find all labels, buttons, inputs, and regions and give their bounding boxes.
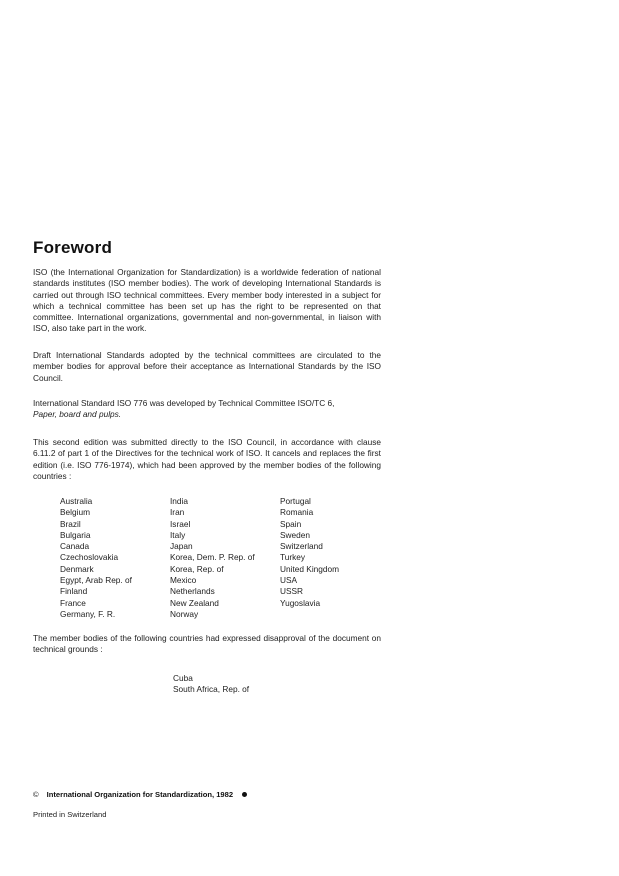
country-name: Mexico [170, 575, 197, 586]
country-name: Bulgaria [60, 529, 91, 540]
country-name: Australia [60, 496, 93, 506]
approving-countries-list [60, 496, 390, 620]
country-name: Korea, Dem. P. Rep. of [170, 552, 255, 563]
paragraph-development [33, 398, 381, 421]
country-name: United Kingdom [280, 563, 340, 574]
country-name: Japan [170, 541, 193, 552]
country-name: Czechoslovakia [60, 552, 119, 563]
printed-in-note: Printed in Switzerland [33, 810, 107, 819]
copyright-text: International Organization for Standardization, 1982 [46, 790, 234, 799]
country-name: Portugal [280, 496, 311, 506]
country-name: Iran [170, 507, 185, 518]
country-name: India [170, 496, 188, 506]
country-name: Germany, F. R. [60, 608, 116, 619]
country-name: Israel [170, 518, 191, 529]
disapproving-countries-list [173, 673, 249, 696]
country-name: Finland [60, 586, 88, 597]
paragraph-draft-standards: Draft International Standards adopted by the technical committees are circulated to the member bodies for approval before their acceptance as International Standards by the ISO Council. [33, 350, 381, 383]
country-name: New Zealand [170, 597, 219, 608]
country-column-2 [170, 496, 280, 620]
country-name: Brazil [60, 518, 81, 529]
committee-title: Paper, board and pulps. [33, 409, 122, 420]
country-name: Yugoslavia [280, 597, 321, 608]
country-name: Switzerland [280, 541, 323, 552]
country-name: Cuba [173, 673, 193, 683]
country-name: USA [280, 575, 298, 586]
country-name: Korea, Rep. of [170, 563, 224, 574]
country-column-3 [280, 496, 390, 620]
country-name: Sweden [280, 529, 310, 540]
country-name: Spain [280, 518, 302, 529]
page-title: Foreword [33, 238, 113, 257]
country-name: Norway [170, 608, 199, 619]
country-column-1 [60, 496, 170, 620]
country-name: USSR [280, 586, 304, 597]
copyright-line [33, 790, 247, 799]
bullet-icon [242, 792, 247, 797]
paragraph-disapproval: The member bodies of the following countries had expressed disapproval of the document on technical grounds : [33, 633, 381, 655]
country-name: Romania [280, 507, 314, 518]
country-name: Egypt, Arab Rep. of [60, 575, 132, 586]
paragraph-second-edition: This second edition was submitted directly to the ISO Council, in accordance with clause 6.11.2 of part 1 of the Directives for the technical work of ISO. It cancels and replaces the first edition (i.e. ISO 776-1974), which had been approved by the member bodies of the following countries : [33, 437, 381, 481]
country-name: Netherlands [170, 586, 215, 597]
country-name: France [60, 597, 86, 608]
country-name: Canada [60, 541, 90, 552]
country-name: Belgium [60, 507, 90, 518]
development-text: International Standard ISO 776 was developed by Technical Committee ISO/TC 6, [33, 398, 335, 408]
country-name: Italy [170, 529, 186, 540]
paragraph-iso-intro: ISO (the International Organization for Standardization) is a worldwide federation of national standards institutes (ISO member bodies). The work of developing International Standards is carried out through ISO technical committees. Every member body interested in a subject for which a technical committee has been set up has the right to be represented on that committee. International organizations, governmental and non-governmental, in liaison with ISO, also take part in the work. [33, 267, 381, 334]
country-name: Denmark [60, 563, 94, 574]
country-name: South Africa, Rep. of [173, 684, 250, 695]
copyright-icon: © [33, 790, 39, 799]
country-name: Turkey [280, 552, 306, 563]
